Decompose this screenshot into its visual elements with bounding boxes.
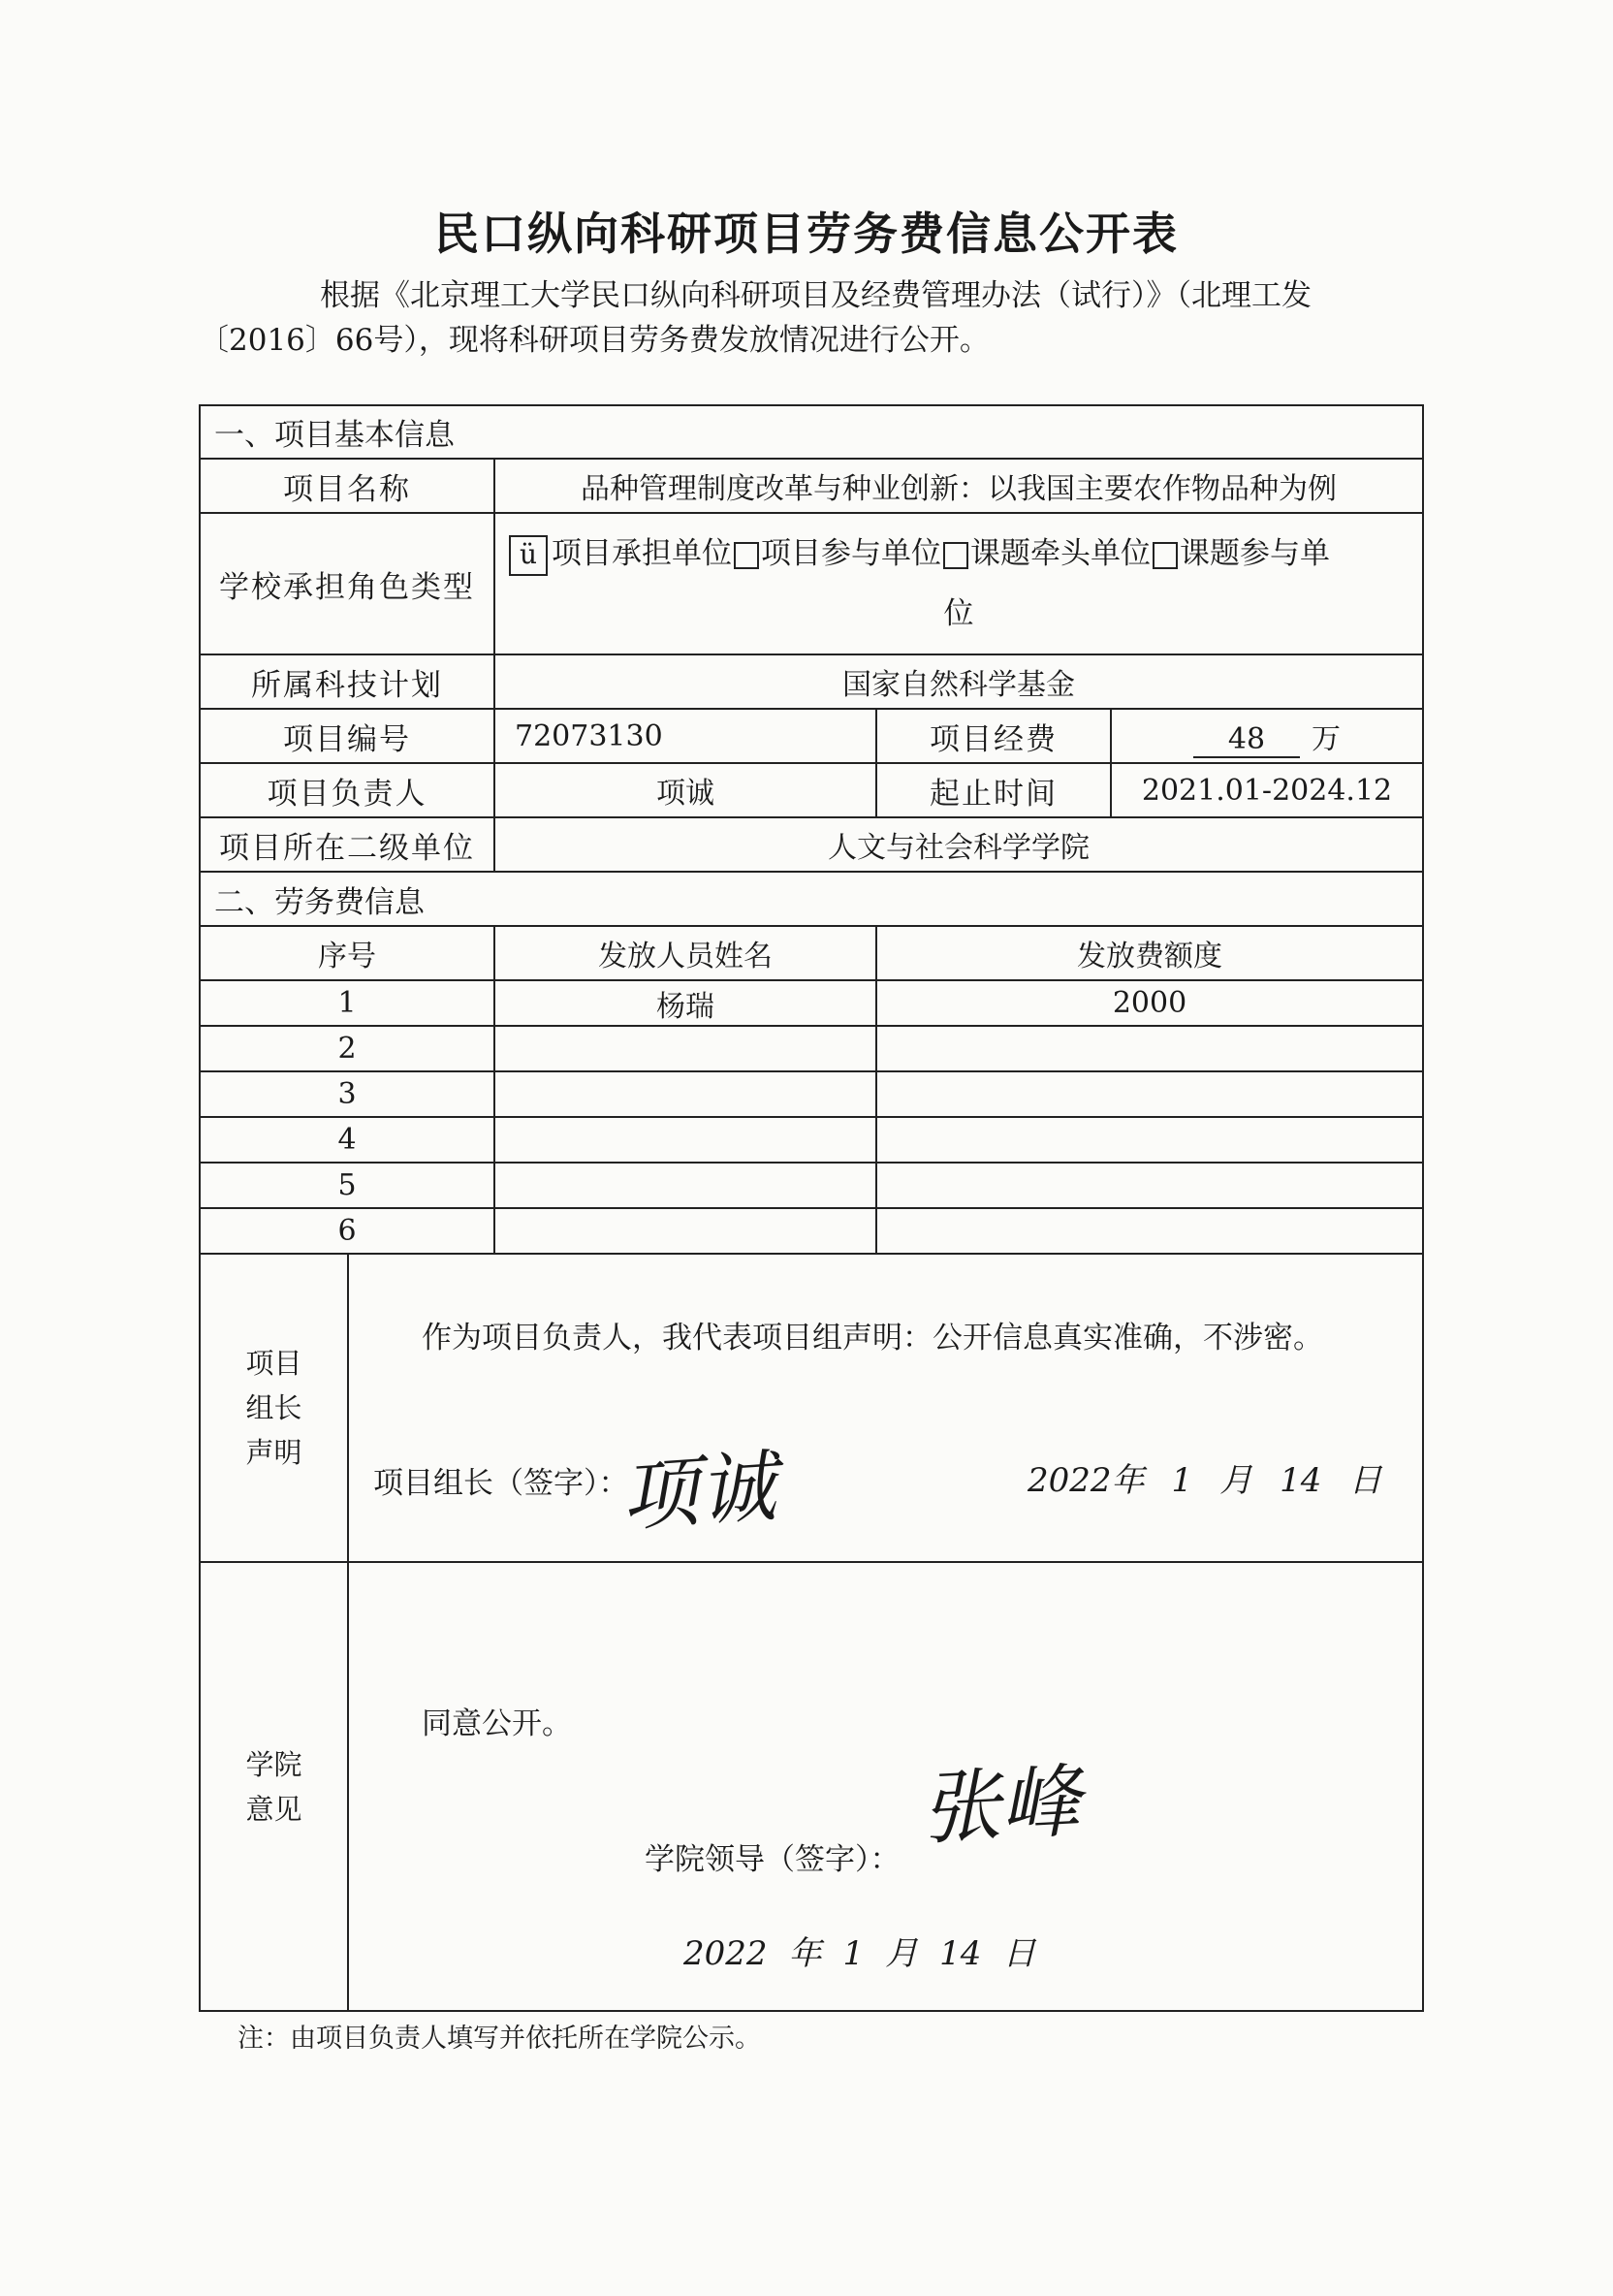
budget-value: 48: [1193, 722, 1300, 758]
section-fee-info: 二、劳务费信息: [200, 872, 1423, 926]
role-checkbox-checked[interactable]: ü: [509, 535, 548, 576]
row-no: 6: [200, 1208, 494, 1254]
date-month-unit: 月: [885, 1934, 919, 1973]
row-name: [494, 1163, 876, 1208]
period-label: 起止时间: [876, 763, 1111, 817]
header-no: 序号: [200, 926, 494, 980]
dean-signature: 张峰: [918, 1755, 1083, 1857]
budget-label: 项目经费: [876, 709, 1111, 763]
row-no: 3: [200, 1071, 494, 1117]
row-no: 1: [200, 980, 494, 1026]
statement-label-line: 声明: [245, 1436, 302, 1469]
section-basic-info: 一、项目基本信息: [200, 405, 1423, 459]
table-row: [200, 1117, 1423, 1163]
role-checkbox-3[interactable]: [943, 542, 968, 569]
intro-line-2: 〔2016〕66号），现将科研项目劳务费发放情况进行公开。: [199, 323, 990, 358]
header-amount: 发放费额度: [876, 926, 1423, 980]
row-amount: 2000: [876, 980, 1423, 1026]
budget-unit: 万: [1312, 721, 1341, 756]
role-type-options: [494, 513, 1423, 654]
row-no: 4: [200, 1117, 494, 1163]
row-amount: [876, 1208, 1423, 1254]
opinion-text: 同意公开。: [422, 1706, 572, 1741]
row-amount: [876, 1026, 1423, 1071]
unit-value: 人文与社会科学学院: [494, 817, 1423, 872]
role-option-4-wrap: 位: [943, 596, 974, 631]
opinion-cell: [348, 1562, 1423, 2011]
table-row: [200, 1208, 1423, 1254]
date-month-unit: 月: [1219, 1461, 1253, 1500]
row-name: [494, 1071, 876, 1117]
date-year-unit: 年: [788, 1934, 822, 1973]
leader-signature: 项诚: [617, 1441, 779, 1543]
row-amount: [876, 1163, 1423, 1208]
date-year: 2022年: [1028, 1461, 1145, 1500]
date-day-unit: 日: [1002, 1934, 1036, 1973]
leader-sign-label: 项目组长（签字）：: [373, 1466, 629, 1501]
footnote: 注：由项目负责人填写并依托所在学院公示。: [237, 2024, 761, 2054]
plan-value: 国家自然科学基金: [494, 654, 1423, 709]
project-number-label: 项目编号: [200, 709, 494, 763]
page-title: 民口纵向科研项目劳务费信息公开表: [434, 207, 1179, 260]
row-name: 杨瑞: [494, 980, 876, 1026]
date-day: 14: [1280, 1461, 1322, 1500]
leader-value: 项诚: [494, 763, 876, 817]
row-name: [494, 1208, 876, 1254]
statement-label-line: 组长: [245, 1391, 302, 1424]
date-day: 14: [939, 1934, 982, 1973]
role-checkbox-4[interactable]: [1153, 542, 1178, 569]
intro-line-1: 根据《北京理工大学民口纵向科研项目及经费管理办法（试行）》（北理工发: [320, 278, 1312, 313]
statement-label: [200, 1254, 348, 1562]
date-day-unit: 日: [1348, 1461, 1382, 1500]
table-row: [200, 980, 1423, 1026]
role-checkbox-2[interactable]: [734, 542, 759, 569]
table-row: [200, 1163, 1423, 1208]
opinion-label-line: 意见: [245, 1792, 302, 1826]
opinion-label: [200, 1562, 348, 2011]
row-amount: [876, 1071, 1423, 1117]
dean-sign-date: [683, 1927, 1057, 1974]
statement-label-line: 项目: [245, 1347, 302, 1380]
role-option-2: 项目参与单位: [761, 536, 941, 571]
intro-paragraph: [199, 273, 1415, 363]
table-row: [200, 1071, 1423, 1117]
leader-sign-date: [1028, 1453, 1408, 1501]
statement-cell: [348, 1254, 1423, 1562]
row-name: [494, 1026, 876, 1071]
row-amount: [876, 1117, 1423, 1163]
project-number-value: 72073130: [494, 709, 876, 763]
row-no: 2: [200, 1026, 494, 1071]
date-month: 1: [1171, 1461, 1193, 1500]
role-option-4: 课题参与单: [1180, 536, 1330, 571]
table-row: [200, 1026, 1423, 1071]
header-name: 发放人员姓名: [494, 926, 876, 980]
role-option-3: 课题牵头单位: [970, 536, 1151, 571]
statement-text: 作为项目负责人，我代表项目组声明：公开信息真实准确，不涉密。: [422, 1321, 1323, 1355]
date-year: 2022: [683, 1934, 768, 1973]
unit-label: 项目所在二级单位: [200, 817, 494, 872]
leader-label: 项目负责人: [200, 763, 494, 817]
period-value: 2021.01-2024.12: [1111, 763, 1423, 817]
project-name-label: 项目名称: [200, 459, 494, 513]
role-type-label: 学校承担角色类型: [200, 513, 494, 654]
opinion-label-line: 学院: [245, 1747, 302, 1781]
role-option-1: 项目承担单位: [552, 536, 732, 571]
project-name-value: 品种管理制度改革与种业创新：以我国主要农作物品种为例: [494, 459, 1423, 513]
row-name: [494, 1117, 876, 1163]
disclosure-table: [199, 404, 1424, 2012]
dean-sign-label: 学院领导（签字）：: [645, 1842, 901, 1877]
date-month: 1: [842, 1934, 865, 1973]
budget-cell: [1111, 709, 1423, 763]
plan-label: 所属科技计划: [200, 654, 494, 709]
row-no: 5: [200, 1163, 494, 1208]
